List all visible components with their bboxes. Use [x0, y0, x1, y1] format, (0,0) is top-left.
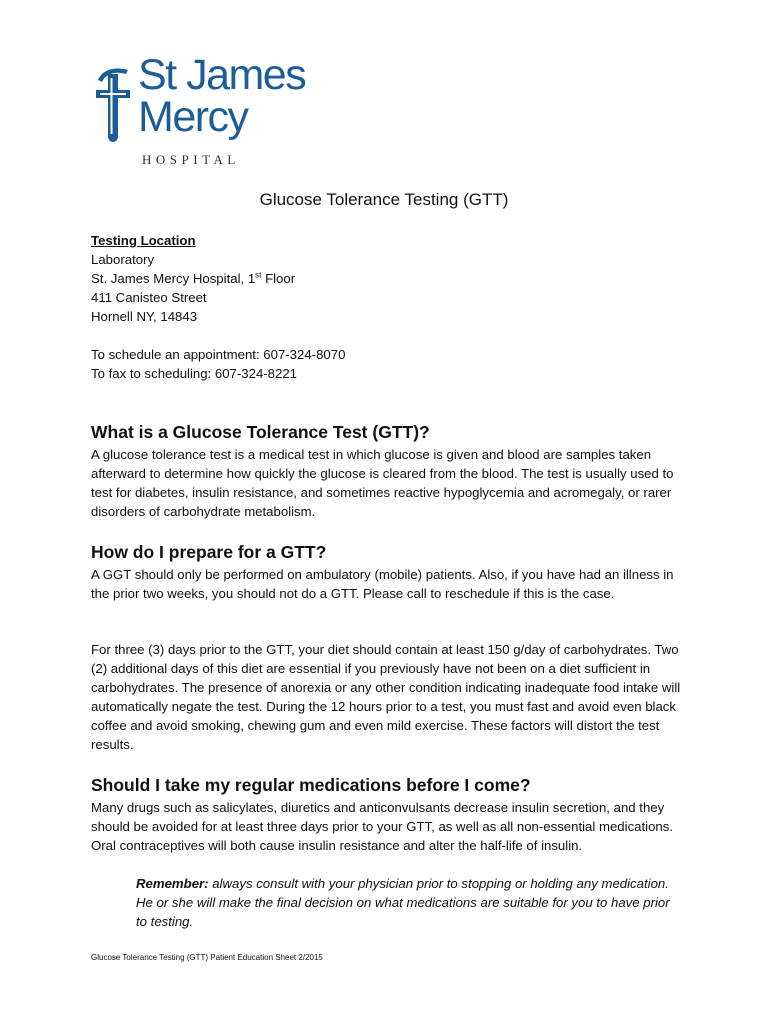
- section-paragraph-prepare-1: A GGT should only be performed on ambulatory (mobile) patients. Also, if you have had an illness in the prior two weeks, you should not do a GTT. Please call to reschedule if this is the case.: [91, 567, 674, 601]
- hospital-logo: [90, 51, 306, 174]
- remember-label: Remember:: [136, 876, 209, 891]
- logo-wordmark: [138, 51, 306, 141]
- section-heading-prepare: How do I prepare for a GTT?: [91, 542, 327, 562]
- page-title: Glucose Tolerance Testing (GTT): [259, 190, 509, 209]
- schedule-line: To schedule an appointment: 607-324-8070: [91, 347, 346, 362]
- section-heading-what-is-gtt: What is a Glucose Tolerance Test (GTT)?: [91, 422, 430, 442]
- location-line-3: 411 Canisteo Street: [91, 290, 207, 305]
- location-line-2-suffix: Floor: [261, 271, 296, 286]
- page-footer: Glucose Tolerance Testing (GTT) Patient Education Sheet 2/2015: [91, 953, 323, 962]
- contact-block: [91, 345, 681, 383]
- section-paragraph-medications: Many drugs such as salicylates, diuretics and anticonvulsants decrease insulin secretion, and they should be avoided for at least three days prior to your GTT, as well as all non-essential medications. Oral contraceptives will both cause insulin resistance and alter the half-life of insulin.: [91, 800, 674, 853]
- location-line-1: Laboratory: [91, 252, 155, 267]
- location-line-2-superscript: st: [255, 270, 262, 280]
- fax-line: To fax to scheduling: 607-324-8221: [91, 366, 298, 381]
- logo-hospital-label: HOSPITAL: [142, 152, 240, 167]
- logo-line-1: St James: [138, 51, 306, 99]
- testing-location-heading: Testing Location: [91, 233, 196, 248]
- section-paragraph-what-is-gtt: A glucose tolerance test is a medical test in which glucose is given and blood are samples taken afterward to determine how quickly the glucose is cleared from the blood. The test is usually used to test for diabetes, insulin resistance, and sometimes reactive hypoglycemia and acromegaly, or rarer disorders of carbohydrate metabolism.: [91, 447, 674, 519]
- cross-icon: [90, 62, 138, 146]
- remember-note: [136, 874, 684, 931]
- location-line-4: Hornell NY, 14843: [91, 309, 198, 324]
- location-line-2: [91, 269, 681, 288]
- location-line-2-prefix: St. James Mercy Hospital, 1: [91, 271, 256, 286]
- testing-location-block: [91, 231, 681, 326]
- section-paragraph-prepare-2: For three (3) days prior to the GTT, your diet should contain at least 150 g/day of carbohydrates. Two (2) additional days of this diet are essential if you previously have not been on a diet sufficient in carbohydrates. The presence of anorexia or any other condition indicating inadequate food intake will automatically negate the test. During the 12 hours prior to a test, you must fast and avoid even black coffee and avoid smoking, chewing gum and even mild exercise. These factors will distort the test results.: [91, 642, 681, 752]
- section-heading-medications: Should I take my regular medications before I come?: [91, 775, 531, 795]
- logo-line-2: Mercy: [138, 93, 248, 141]
- remember-text: always consult with your physician prior to stopping or holding any medication. He or she will make the final decision on what medications are suitable for you to have prior to testing.: [136, 876, 670, 929]
